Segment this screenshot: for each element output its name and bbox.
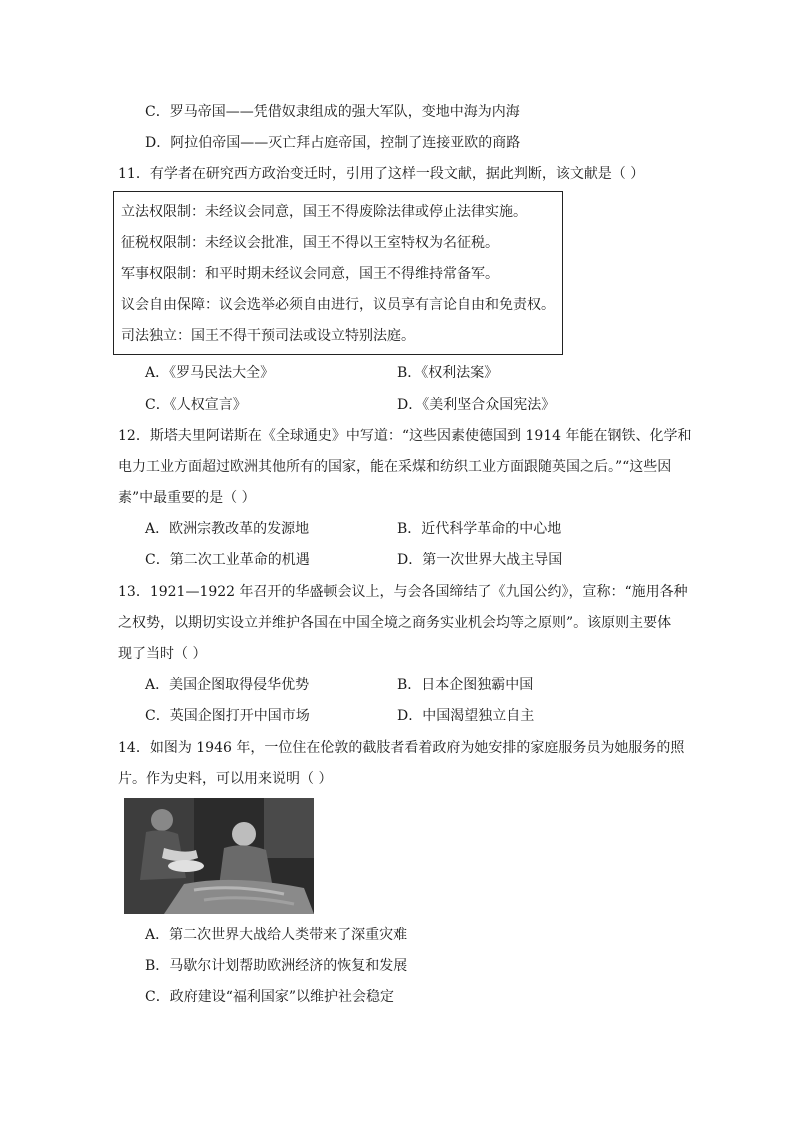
photo-illustration-icon [124,798,314,914]
q11-option-a: A．《罗马民法大全》 [145,365,275,381]
q13-option-a: A．美国企图取得侵华优势 [145,677,310,693]
q13-option-c: C．英国企图打开中国市场 [145,708,310,724]
q11-quote-line-4: 议会自由保障：议会选举必须自由进行，议员享有言论自由和免责权。 [121,297,555,313]
q12-stem-line-1: 12．斯塔夫里阿诺斯在《全球通史》中写道：“这些因素使德国到 1914 年能在钢铁、化学和 [118,428,692,444]
q11-quote-box [113,191,563,355]
q14-historical-photo [124,798,314,914]
q13-option-d: D．中国渴望独立自主 [397,708,535,724]
q13-option-b: B．日本企图独霸中国 [397,677,534,693]
q14-option-a: A．第二次世界大战给人类带来了深重灾难 [145,927,408,943]
q14-stem-line-1: 14．如图为 1946 年，一位住在伦敦的截肢者看着政府为她安排的家庭服务员为她服务的照 [118,740,685,756]
q11-option-c: C．《人权宣言》 [145,397,247,413]
q12-stem-line-3: 素”中最重要的是（ ） [118,490,256,506]
q11-option-d: D．《美利坚合众国宪法》 [397,397,556,413]
q14-option-b: B．马歇尔计划帮助欧洲经济的恢复和发展 [145,958,408,974]
q11-quote-line-3: 军事权限制：和平时期未经议会同意，国王不得维持常备军。 [121,266,499,282]
q12-option-a: A．欧洲宗教改革的发源地 [145,521,310,537]
q12-option-d: D．第一次世界大战主导国 [397,552,563,568]
q11-quote-line-5: 司法独立：国王不得干预司法或设立特别法庭。 [121,328,415,344]
q11-option-b: B．《权利法案》 [397,365,499,381]
q13-stem-line-3: 现了当时（ ） [118,646,207,662]
q10-option-d: D．阿拉伯帝国——灭亡拜占庭帝国，控制了连接亚欧的商路 [145,135,521,151]
q14-stem-line-2: 片。作为史料，可以用来说明（ ） [118,771,333,787]
q11-stem: 11．有学者在研究西方政治变迁时，引用了这样一段文献，据此判断，该文献是（ ） [118,166,645,182]
q11-quote-line-2: 征税权限制：未经议会批准，国王不得以王室特权为名征税。 [121,235,499,251]
q13-stem-line-1: 13．1921—1922 年召开的华盛顿会议上，与会各国缔结了《九国公约》，宣称：“施用各种 [118,584,688,600]
q12-option-b: B．近代科学革命的中心地 [397,521,562,537]
q12-stem-line-2: 电力工业方面超过欧洲其他所有的国家，能在采煤和纺织工业方面跟随英国之后。”“这些因 [118,459,672,475]
q10-option-c: C．罗马帝国——凭借奴隶组成的强大军队，变地中海为内海 [145,104,520,120]
q12-option-c: C．第二次工业革命的机遇 [145,552,310,568]
q14-option-c: C．政府建设“福利国家”以维护社会稳定 [145,989,395,1005]
q11-quote-line-1: 立法权限制：未经议会同意，国王不得废除法律或停止法律实施。 [121,204,527,220]
q13-stem-line-2: 之权势，以期切实设立并维护各国在中国全境之商务实业机会均等之原则”。该原则主要体 [118,615,672,631]
